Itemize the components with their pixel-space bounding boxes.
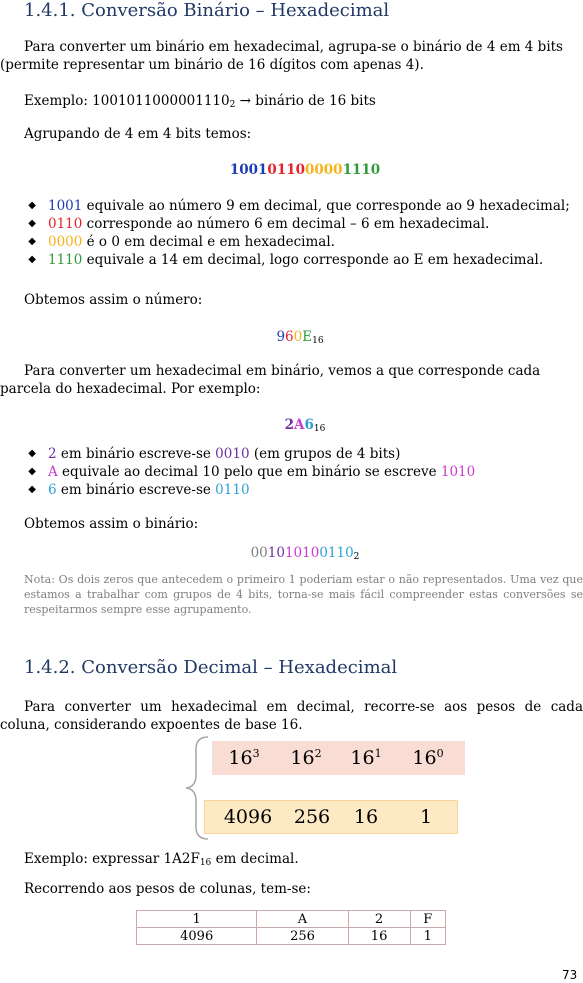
diamond-bullet-icon: ◆	[28, 218, 36, 229]
intro-paragraph: Para converter um binário em hexadecimal, agrupa-se o binário de 4 em 4 bits (permite representar um binário de 16 dígitos com apenas 4).	[0, 39, 563, 73]
bullet-list-1	[0, 197, 583, 269]
bullet-text: equivale a 14 em decimal, logo corresponde ao E em hexadecimal.	[82, 252, 544, 268]
bullet-code: 0000	[48, 234, 83, 250]
table-row	[137, 911, 446, 928]
obtain-number-label: Obtemos assim o número:	[24, 292, 203, 308]
table-cell: 1	[137, 911, 257, 928]
hex-result	[0, 328, 583, 350]
bullet-item	[0, 481, 583, 499]
table-cell: 256	[257, 928, 348, 945]
bullet-code: 1010	[440, 464, 476, 480]
table-cell: 1	[410, 928, 445, 945]
diamond-bullet-icon: ◆	[28, 200, 36, 211]
weights-row	[214, 801, 462, 833]
bullet-text: em binário escreve-se	[56, 482, 216, 498]
example2-line	[24, 850, 299, 872]
diamond-bullet-icon: ◆	[28, 448, 36, 459]
bullet-text: equivale ao número 9 em decimal, que corresponde ao 9 hexadecimal;	[82, 198, 570, 214]
bin-group: 00	[250, 545, 268, 561]
bin-group: 0110	[319, 545, 354, 561]
weights-table	[136, 910, 446, 945]
bullet-code: 0010	[215, 446, 250, 462]
bullet-item	[0, 445, 583, 463]
power-exp: 0	[436, 746, 444, 760]
powers-row	[212, 741, 460, 775]
hex-digit: A	[294, 417, 305, 433]
table-row	[137, 928, 446, 945]
note-paragraph: Nota: Os dois zeros que antecedem o primeiro 1 poderiam estar o não representados. Uma vez que estamos a trabalhar com grupos de 4 bits, torna-se mais fácil compreender estas conversões se respeitarmos sempre esse agrupamento.	[24, 573, 583, 616]
example-line	[24, 92, 376, 114]
power-cell	[396, 747, 460, 769]
diamond-bullet-icon: ◆	[28, 484, 36, 495]
hex-digit: 2	[284, 417, 295, 433]
bullet-text: (em grupos de 4 bits)	[249, 446, 401, 462]
section-heading-bin-hex: 1.4.1. Conversão Binário – Hexadecimal	[24, 0, 390, 21]
bullet-code: A	[48, 464, 58, 480]
example2-suffix: em decimal.	[211, 851, 299, 867]
bullet-code: 2	[48, 446, 57, 462]
power-base: 16	[290, 747, 315, 770]
bullet-item	[0, 233, 583, 251]
hex-digit: 6	[285, 329, 294, 345]
binary-result	[0, 544, 583, 566]
diamond-bullet-icon: ◆	[28, 236, 36, 247]
weight-cell: 4096	[223, 806, 273, 828]
group-4: 1110	[342, 162, 381, 178]
bullet-item	[0, 215, 583, 233]
grouped-binary	[0, 161, 583, 179]
table-cell: F	[410, 911, 445, 928]
weight-cell: 256	[293, 806, 331, 828]
hex-digit: 0	[293, 329, 303, 345]
hex-digit: E	[302, 329, 313, 345]
bullet-code: 1110	[48, 252, 83, 268]
bin-group: 10	[267, 545, 285, 561]
bullet-text: equivale ao decimal 10 pelo que em binário se escreve	[57, 464, 441, 480]
hex-digit: 9	[276, 329, 286, 345]
example2-subscript: 16	[199, 858, 212, 868]
bullet-item	[0, 197, 583, 215]
power-exp: 1	[374, 746, 382, 760]
example-suffix: → binário de 16 bits	[239, 93, 376, 109]
weight-cell: 1	[419, 806, 433, 828]
hex2-example	[0, 416, 583, 438]
bullet-text: em binário escreve-se	[56, 446, 216, 462]
diamond-bullet-icon: ◆	[28, 254, 36, 265]
hex-subscript: 16	[312, 336, 324, 346]
bullet-code: 1001	[48, 198, 83, 214]
bullet-text: corresponde ao número 6 em decimal – 6 em hexadecimal.	[82, 216, 490, 232]
power-base: 16	[350, 747, 375, 770]
power-exp: 3	[252, 746, 260, 760]
example2-prefix: Exemplo: expressar 1A2F	[24, 851, 200, 867]
obtain-binary-label: Obtemos assim o binário:	[24, 516, 199, 532]
recorrendo-label: Recorrendo aos pesos de colunas, tem-se:	[24, 881, 311, 897]
bullet-item	[0, 251, 583, 269]
example-subscript: 2	[229, 100, 236, 110]
group-2: 0110	[267, 162, 305, 178]
page-number: 73	[562, 968, 578, 982]
diamond-bullet-icon: ◆	[28, 466, 36, 477]
bullet-code: 0110	[48, 216, 83, 232]
group-1: 1001	[229, 162, 268, 178]
power-cell	[336, 747, 396, 769]
table-cell: 4096	[137, 928, 257, 945]
bin-group: 1010	[284, 545, 320, 561]
section-heading-dec-hex: 1.4.2. Conversão Decimal – Hexadecimal	[24, 657, 398, 678]
hex-digit: 6	[304, 417, 314, 433]
power-exp: 2	[314, 746, 322, 760]
bullet-list-2	[0, 445, 583, 499]
power-cell	[276, 747, 336, 769]
group-3: 0000	[305, 162, 343, 178]
bullet-text: é o 0 em decimal e em hexadecimal.	[82, 234, 335, 250]
power-base: 16	[412, 747, 437, 770]
power-base: 16	[228, 747, 253, 770]
table-cell: A	[257, 911, 348, 928]
intro2-paragraph: Para converter um hexadecimal em binário, vemos a que corresponde cada parcela do hexadecimal. Por exemplo:	[0, 363, 541, 397]
table-cell: 2	[348, 911, 410, 928]
power-cell	[212, 747, 276, 769]
hex-subscript: 16	[313, 424, 326, 434]
weight-cell: 16	[353, 806, 379, 828]
bullet-code: 0110	[215, 482, 250, 498]
bullet-code: 6	[48, 482, 57, 498]
bin-subscript: 2	[353, 552, 360, 562]
table-cell: 16	[348, 928, 410, 945]
bullet-item	[0, 463, 583, 481]
grouping-label: Agrupando de 4 em 4 bits temos:	[24, 126, 252, 142]
example-prefix: Exemplo: 1001011000001110	[24, 93, 230, 109]
intro-dec-paragraph: Para converter um hexadecimal em decimal, recorre-se aos pesos de cada coluna, considerando expoentes de base 16.	[0, 699, 583, 733]
